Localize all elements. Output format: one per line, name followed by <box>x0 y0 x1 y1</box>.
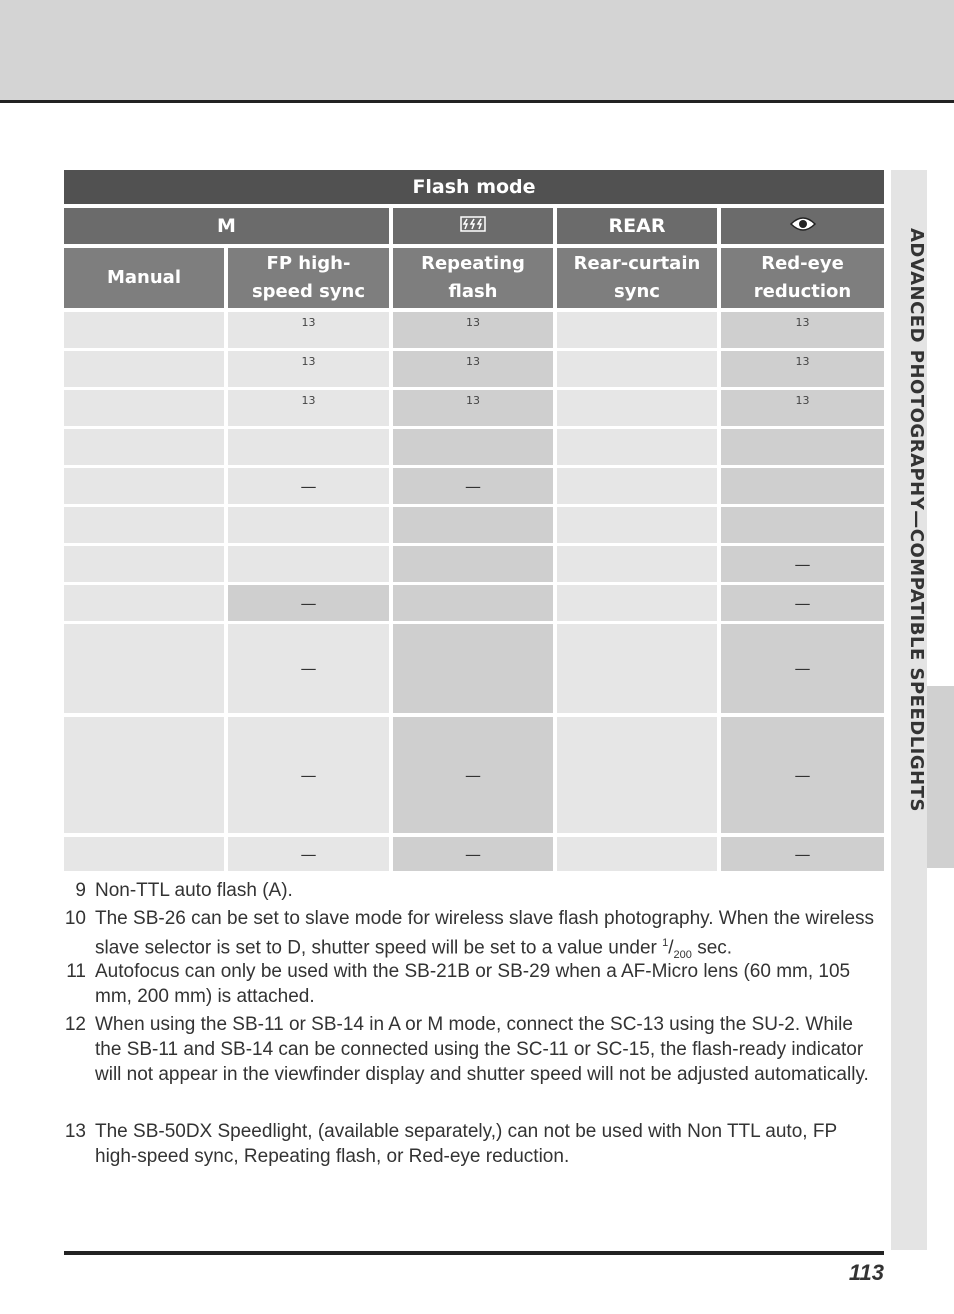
table-cell: — <box>721 837 884 871</box>
table-cell <box>721 468 884 504</box>
table-cell: — <box>393 717 553 833</box>
column-header-rear-curtain-sync: Rear-curtain sync <box>557 248 717 308</box>
table-cell: — <box>228 837 389 871</box>
table-cell <box>228 507 389 543</box>
table-cell: 13 <box>228 390 389 426</box>
table-cell <box>228 546 389 582</box>
group-header-repeating <box>393 208 553 244</box>
table-cell <box>393 585 553 621</box>
table-cell <box>557 429 717 465</box>
table-cell: 13 <box>721 312 884 348</box>
table-cell <box>721 507 884 543</box>
table-cell <box>557 624 717 713</box>
group-header-m: M <box>64 208 389 244</box>
table-cell <box>557 507 717 543</box>
table-cell <box>64 585 224 621</box>
repeating-flash-icon <box>460 215 486 237</box>
flash-mode-header: Flash mode <box>64 170 884 204</box>
table-cell: 13 <box>721 390 884 426</box>
table-cell: — <box>228 585 389 621</box>
table-cell <box>64 312 224 348</box>
page-number: 113 <box>848 1260 884 1285</box>
table-cell: — <box>393 837 553 871</box>
table-cell <box>64 546 224 582</box>
group-header-redeye <box>721 208 884 244</box>
column-header-repeating-flash: Repeating flash <box>393 248 553 308</box>
table-cell <box>228 429 389 465</box>
table-cell <box>64 624 224 713</box>
table-cell: 13 <box>228 351 389 387</box>
table-cell: — <box>721 624 884 713</box>
table-cell <box>557 468 717 504</box>
top-header-band <box>0 0 954 100</box>
table-cell <box>64 390 224 426</box>
table-cell <box>557 390 717 426</box>
column-header-fp-high-speed-sync: FP high- speed sync <box>228 248 389 308</box>
column-header-manual: Manual <box>64 248 224 308</box>
table-cell <box>393 507 553 543</box>
table-cell: — <box>228 624 389 713</box>
table-cell: — <box>228 468 389 504</box>
red-eye-icon <box>789 215 817 238</box>
side-thumb-tab <box>927 686 954 868</box>
bottom-rule <box>64 1251 884 1255</box>
table-cell: — <box>721 717 884 833</box>
table-cell <box>557 546 717 582</box>
table-cell <box>393 624 553 713</box>
table-cell <box>64 468 224 504</box>
group-header-rear: REAR <box>557 208 717 244</box>
table-cell <box>557 717 717 833</box>
table-cell <box>557 351 717 387</box>
table-cell: — <box>721 546 884 582</box>
table-cell <box>64 429 224 465</box>
table-cell: 13 <box>393 312 553 348</box>
section-title: ADVANCED PHOTOGRAPHY—COMPATIBLE SPEEDLIGHTS <box>906 228 927 812</box>
table-cell <box>64 717 224 833</box>
table-cell <box>64 351 224 387</box>
table-cell: 13 <box>228 312 389 348</box>
table-cell: 13 <box>393 351 553 387</box>
table-cell: 13 <box>721 351 884 387</box>
table-cell <box>721 429 884 465</box>
table-cell: 13 <box>393 390 553 426</box>
table-cell <box>557 837 717 871</box>
column-header-red-eye-reduction: Red-eye reduction <box>721 248 884 308</box>
table-cell <box>64 837 224 871</box>
table-cell <box>64 507 224 543</box>
table-cell <box>557 312 717 348</box>
table-cell: — <box>393 468 553 504</box>
table-cell: — <box>228 717 389 833</box>
top-rule <box>0 100 954 103</box>
table-cell <box>393 429 553 465</box>
table-cell: — <box>721 585 884 621</box>
table-cell <box>557 585 717 621</box>
table-cell <box>393 546 553 582</box>
